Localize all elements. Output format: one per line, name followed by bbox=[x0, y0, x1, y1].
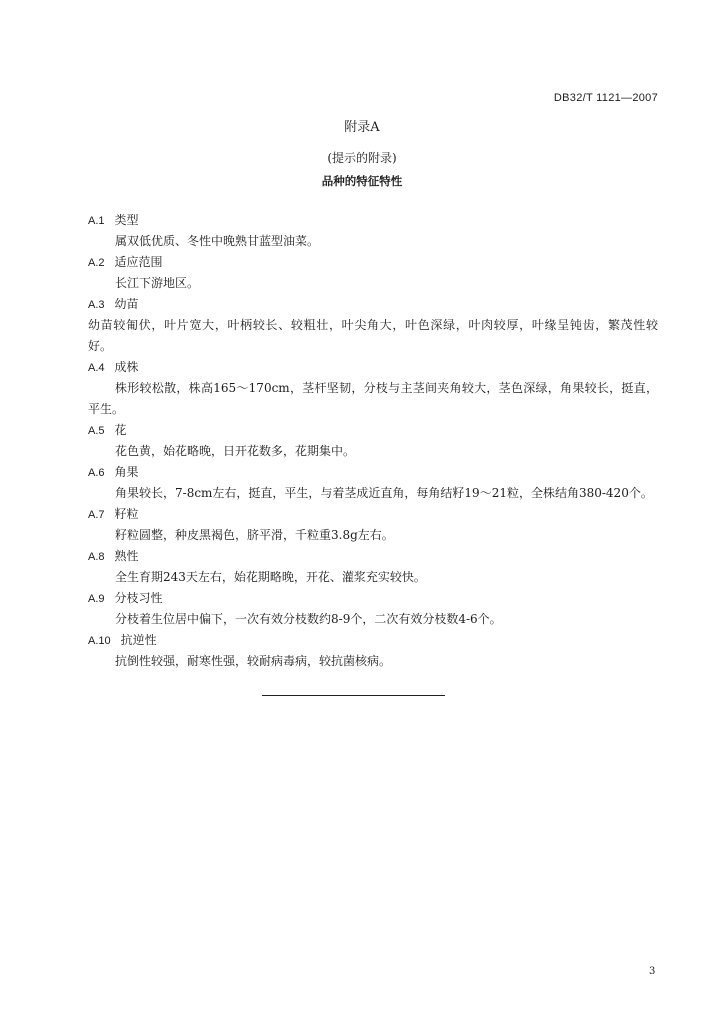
section-heading bbox=[88, 504, 658, 525]
section-text: 长江下游地区。 bbox=[115, 275, 200, 290]
sections-list bbox=[88, 210, 658, 672]
section-title: 花 bbox=[114, 422, 127, 437]
section-text: 分枝着生位居中偏下，一次有效分枝数约8-9个，二次有效分枝数4-6个。 bbox=[115, 611, 502, 626]
section-heading bbox=[88, 630, 658, 651]
page-number: 3 bbox=[649, 966, 656, 977]
section-a4 bbox=[88, 357, 658, 420]
section-text: 株形较松散，株高165～170cm，茎杆坚韧，分枝与主茎间夹角较大，茎色深绿，角果较长，挺直， bbox=[115, 380, 658, 395]
section-title: 籽粒 bbox=[114, 506, 139, 521]
section-heading bbox=[88, 546, 658, 567]
section-heading bbox=[88, 588, 658, 609]
section-a2 bbox=[88, 252, 658, 294]
section-heading bbox=[88, 357, 658, 378]
section-a7 bbox=[88, 504, 658, 546]
section-text: 抗倒性较强，耐寒性强，较耐病毒病，较抗菌核病。 bbox=[115, 653, 392, 668]
section-text: 全生育期243天左右，始花期略晚，开花、灌浆充实较快。 bbox=[115, 569, 426, 584]
section-a9 bbox=[88, 588, 658, 630]
section-text: 花色黄，始花略晚，日开花数多，花期集中。 bbox=[115, 443, 356, 458]
section-text: 角果较长，7-8cm左右，挺直，平生，与着茎成近直角，每角结籽19～21粒，全株结角380-420个。 bbox=[115, 485, 653, 500]
section-title: 熟性 bbox=[114, 548, 139, 563]
section-number: A.9 bbox=[88, 592, 105, 605]
section-heading bbox=[88, 420, 658, 441]
section-text: 籽粒圆整，种皮黑褐色，脐平滑，千粒重3.8g左右。 bbox=[115, 527, 394, 542]
section-text: 好。 bbox=[88, 338, 113, 353]
section-title: 成株 bbox=[114, 359, 139, 374]
section-number: A.2 bbox=[88, 256, 105, 269]
section-number: A.4 bbox=[88, 361, 105, 374]
section-heading bbox=[88, 462, 658, 483]
appendix-subtitle: (提示的附录) bbox=[327, 151, 397, 165]
section-a1 bbox=[88, 210, 658, 252]
section-title: 幼苗 bbox=[114, 296, 139, 311]
appendix-heading: 品种的特征特性 bbox=[321, 174, 403, 188]
section-title: 抗逆性 bbox=[120, 632, 157, 647]
section-text: 幼苗较匍伏，叶片宽大，叶柄较长、较粗壮，叶尖角大，叶色深绿，叶肉较厚，叶缘呈钝齿，繁茂性较 bbox=[88, 317, 658, 332]
section-a10 bbox=[88, 630, 658, 672]
section-text: 平生。 bbox=[88, 401, 125, 416]
section-number: A.1 bbox=[88, 214, 105, 227]
section-number: A.10 bbox=[88, 634, 111, 647]
section-number: A.7 bbox=[88, 508, 105, 521]
document-code: DB32/T 1121—2007 bbox=[553, 92, 658, 104]
section-heading bbox=[88, 210, 658, 231]
section-a6 bbox=[88, 462, 658, 504]
section-a3 bbox=[88, 294, 658, 357]
section-a8 bbox=[88, 546, 658, 588]
section-heading bbox=[88, 252, 658, 273]
appendix-title: 附录A bbox=[344, 120, 380, 135]
section-heading bbox=[88, 294, 658, 315]
section-number: A.6 bbox=[88, 466, 105, 479]
section-text: 属双低优质、冬性中晚熟甘蓝型油菜。 bbox=[115, 233, 320, 248]
section-title: 类型 bbox=[114, 212, 139, 227]
end-rule-divider bbox=[262, 695, 445, 696]
section-title: 角果 bbox=[114, 464, 139, 479]
section-number: A.3 bbox=[88, 298, 105, 311]
section-a5 bbox=[88, 420, 658, 462]
section-number: A.8 bbox=[88, 550, 105, 563]
section-number: A.5 bbox=[88, 424, 105, 437]
section-title: 适应范围 bbox=[114, 254, 163, 269]
section-title: 分枝习性 bbox=[114, 590, 163, 605]
